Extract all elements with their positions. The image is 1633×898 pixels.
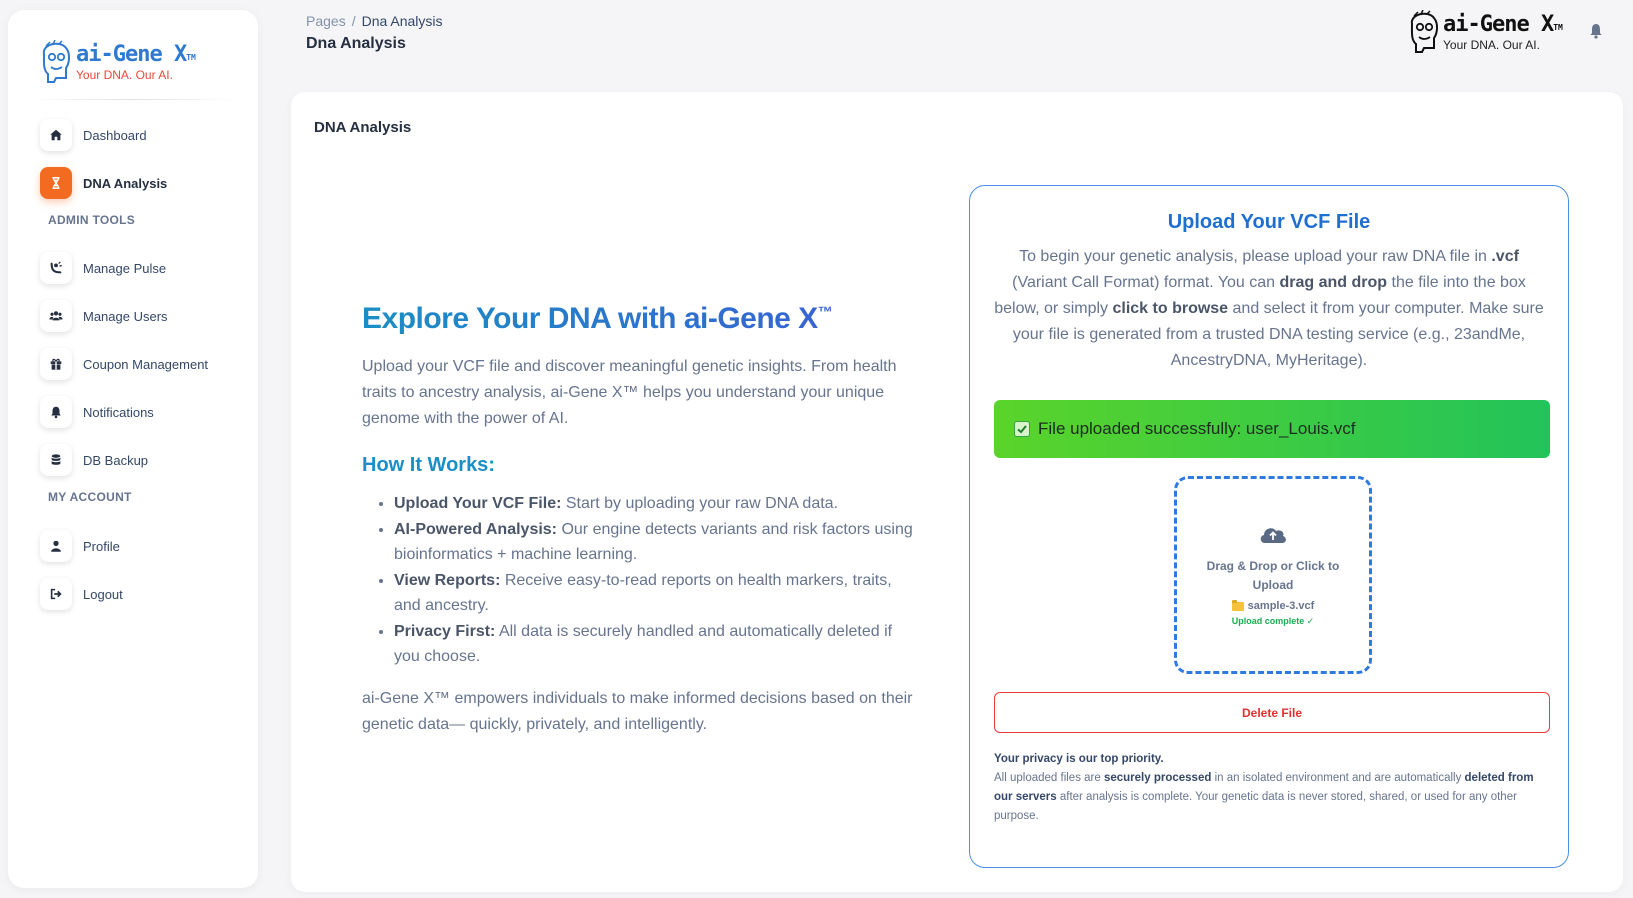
database-icon (40, 444, 72, 476)
sidebar-item-label: Manage Pulse (83, 260, 167, 276)
sidebar-item-notifications[interactable] (32, 392, 242, 432)
uploaded-file-name: sample-3.vcf (1247, 600, 1315, 612)
section-admin-tools: ADMIN TOOLS (48, 213, 136, 227)
breadcrumb-separator: / (351, 13, 356, 29)
success-message: File uploaded successfully: user_Louis.vcf (1038, 419, 1356, 438)
delete-file-button[interactable]: Delete File (994, 692, 1550, 733)
home-icon (40, 119, 72, 151)
header-brand-name: ai-Gene X (1443, 11, 1554, 37)
sidebar-item-label: Logout (83, 586, 123, 602)
sidebar-item-profile[interactable] (32, 526, 242, 566)
folder-icon (1232, 602, 1244, 611)
section-my-account: MY ACCOUNT (48, 490, 132, 504)
sidebar-item-dashboard[interactable] (32, 115, 242, 155)
list-item: • View Reports: Receive easy-to-read reports on health markers, traits, and ancestry. (394, 568, 922, 619)
intro-section (362, 302, 922, 738)
sidebar-item-db-backup[interactable] (32, 440, 242, 480)
closing-paragraph: ai-Gene X™ empowers individuals to make informed decisions based on their genetic data— quickly, privately, and intelligently. (362, 689, 913, 733)
breadcrumb-current: Dna Analysis (361, 13, 443, 29)
bell-icon (40, 396, 72, 428)
upload-status: Upload complete ✓ (1231, 616, 1315, 626)
brand-tm: TM (186, 52, 196, 62)
logo-face-icon (1406, 10, 1440, 54)
notification-bell-icon[interactable] (1588, 22, 1604, 40)
sidebar (8, 10, 258, 888)
brand-tagline: Your DNA. Our AI. (76, 67, 173, 82)
upload-card (969, 185, 1569, 868)
header-brand-logo (1406, 10, 1563, 54)
header-brand-tagline: Your DNA. Our AI. (1443, 37, 1540, 52)
logout-icon (40, 578, 72, 610)
list-item: • AI-Powered Analysis: Our engine detects variants and risk factors using bioinformatics + machine learning. (394, 517, 922, 568)
check-icon (1014, 421, 1030, 437)
pulse-icon (40, 252, 72, 284)
upload-success-alert (994, 400, 1550, 458)
uploaded-file (1232, 600, 1315, 612)
main-card (291, 92, 1623, 892)
list-item: • Privacy First: All data is securely handled and automatically deleted if you choose. (394, 619, 922, 670)
dropzone-label: Drag & Drop or Click to Upload (1206, 559, 1340, 592)
how-it-works-title: How It Works: (362, 454, 495, 476)
breadcrumb-root[interactable]: Pages (306, 13, 346, 29)
cloud-upload-icon (1258, 523, 1288, 547)
sidebar-item-manage-users[interactable] (32, 296, 242, 336)
brand-logo[interactable] (38, 32, 238, 92)
brand-divider (30, 99, 236, 100)
sidebar-item-label: DB Backup (83, 452, 149, 468)
card-title: DNA Analysis (314, 119, 412, 136)
sidebar-item-label: Dashboard (83, 127, 147, 143)
sidebar-item-manage-pulse[interactable] (32, 248, 242, 288)
logo-face-icon (38, 40, 72, 84)
sidebar-item-label: Profile (83, 538, 120, 554)
privacy-notice: Your privacy is our top priority. All uploaded files are securely processed in an isolated environment and are automatically deleted from our servers after analysis is complete. Your genetic data is never stored, shared, or used for any other purpose. (994, 750, 1550, 826)
privacy-title: Your privacy is our top priority. (994, 753, 1164, 765)
hero-title: Explore Your DNA with ai-Gene X™ (362, 302, 922, 336)
users-icon (40, 300, 72, 332)
sidebar-item-coupon-management[interactable] (32, 344, 242, 384)
page-title: Dna Analysis (306, 35, 406, 52)
upload-title: Upload Your VCF File (1167, 211, 1371, 233)
upload-description: To begin your genetic analysis, please upload your raw DNA file in .vcf (Variant Call Format) format. You can drag and drop the file into the box below, or simply click to browse and select it from your computer. Make sure your file is generated from a trusted DNA testing service (e.g., 23andMe, AncestryDNA, MyHeritage). (994, 248, 1544, 369)
sidebar-item-dna-analysis[interactable] (32, 163, 242, 203)
intro-paragraph: Upload your VCF file and discover meaningful genetic insights. From health traits to ancestry analysis, ai-Gene X™ helps you understand your unique genome with the power of AI. (362, 358, 897, 427)
sidebar-item-label: Coupon Management (83, 356, 209, 372)
list-item: • Upload Your VCF File: Start by uploading your raw DNA data. (394, 491, 922, 517)
brand-name: ai-Gene X (76, 41, 187, 67)
sidebar-item-label: DNA Analysis (83, 175, 168, 191)
steps-list (362, 491, 922, 670)
sidebar-item-label: Notifications (83, 404, 154, 420)
sidebar-item-logout[interactable] (32, 574, 242, 614)
dna-icon (40, 167, 72, 199)
sidebar-item-label: Manage Users (83, 308, 168, 324)
breadcrumb (306, 13, 443, 29)
hero-title-tm: ™ (817, 304, 833, 321)
file-dropzone[interactable] (1174, 476, 1372, 674)
header-brand-tm: TM (1553, 22, 1563, 32)
gift-icon (40, 348, 72, 380)
user-icon (40, 530, 72, 562)
